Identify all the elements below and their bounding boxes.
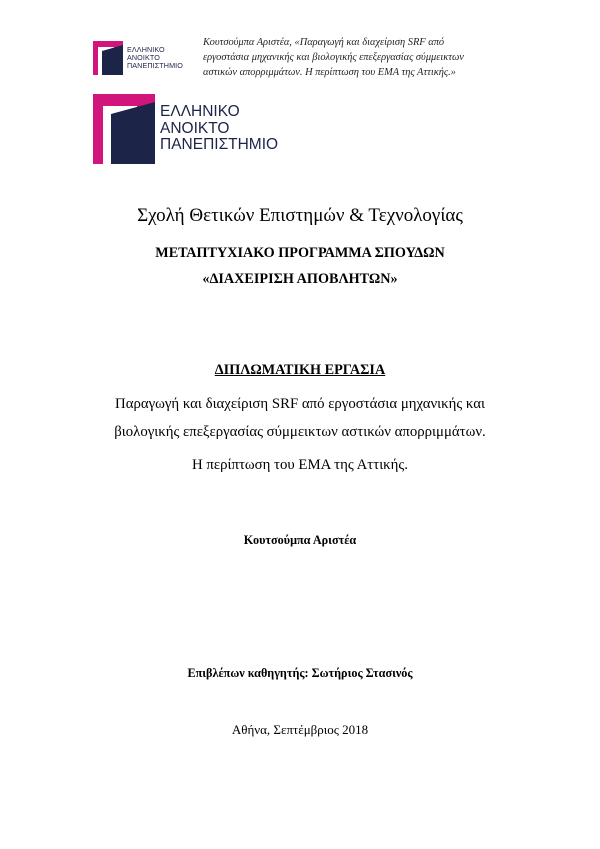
university-logo-large [93,94,278,164]
logo-line-1: ΕΛΛΗΝΙΚΟ [160,102,240,120]
logo-line-1: ΕΛΛΗΝΙΚΟ [127,45,165,55]
author-name: Κουτσούμπα Αριστέα [243,533,357,547]
supervisor: Επιβλέπων καθηγητής: Σωτήριος Στασινός [187,666,413,680]
school-name: Σχολή Θετικών Επιστημών & Τεχνολογίας [137,205,463,226]
place-date: Αθήνα, Σεπτέμβριος 2018 [231,722,369,737]
logo-line-3: ΠΑΝΕΠΙΣΤΗΜΙΟ [127,60,183,70]
program-title: ΜΕΤΑΠΤΥΧΙΑΚΟ ΠΡΟΓΡΑΜΜΑ ΣΠΟΥΔΩΝ [155,245,445,261]
logo-line-2: ΑΝΟΙΚΤΟ [127,53,160,63]
program-subtitle: «ΔΙΑΧΕΙΡΙΣΗ ΑΠΟΒΛΗΤΩΝ» [202,271,398,287]
thesis-label: ΔΙΠΛΩΜΑΤΙΚΗ ΕΡΓΑΣΙΑ [214,362,386,378]
university-logo-text-small [127,46,183,69]
thesis-title-line-2: βιολογικής επεξεργασίας σύμμεικτων αστικών απορριμμάτων. [114,424,486,440]
logo-line-2: ΑΝΟΙΚΤΟ [160,119,230,137]
citation-line-1: Κουτσούμπα Αριστέα, «Παραγωγή και διαχείριση SRF από [203,37,445,48]
university-logo-small [93,41,183,75]
citation-line-2: εργοστάσια μηχανικής και βιολογικής επεξεργασίας σύμμεικτων [203,52,464,63]
thesis-title-line-3: Η περίπτωση του ΕΜΑ της Αττικής. [192,457,408,473]
thesis-title-line-1: Παραγωγή και διαχείριση SRF από εργοστάσια μηχανικής και [115,396,485,412]
university-logo-mark-large [93,94,155,164]
university-logo-mark-small [93,41,123,75]
header-citation [203,35,528,80]
logo-line-3: ΠΑΝΕΠΙΣΤΗΜΙΟ [160,136,279,154]
university-logo-text-large [160,104,278,154]
citation-line-3: αστικών απορριμμάτων. Η περίπτωση του ΕΜΑ της Αττικής.» [203,67,456,78]
